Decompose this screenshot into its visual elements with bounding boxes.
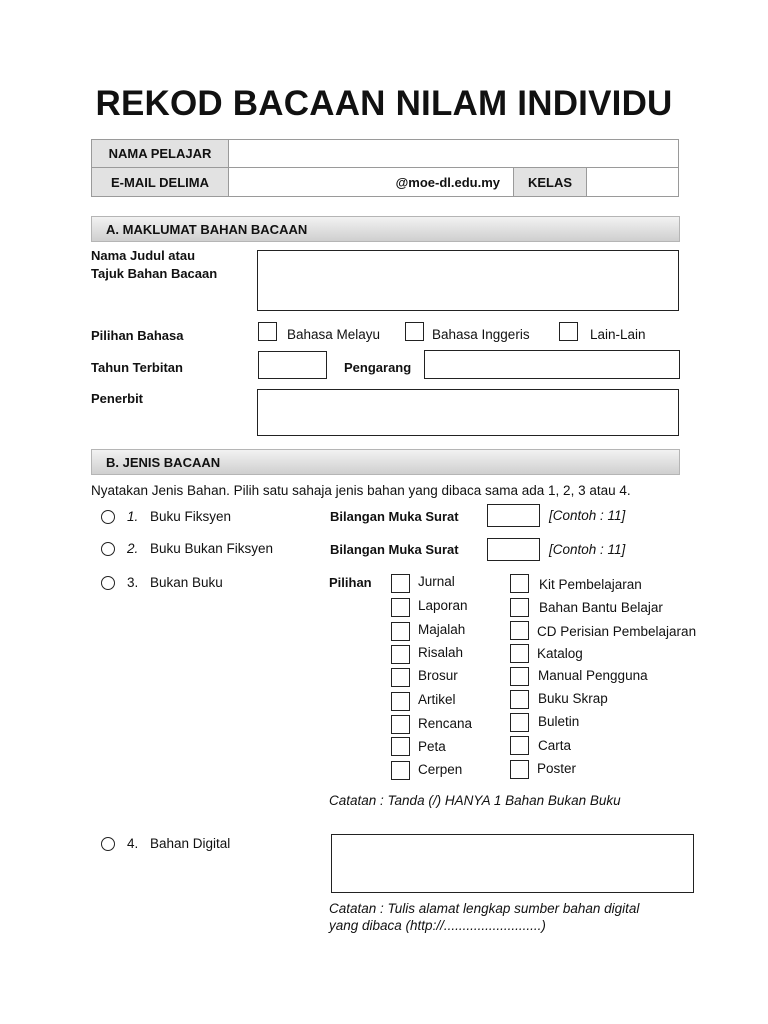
- option-4-label: Bahan Digital: [150, 836, 231, 851]
- nama-pelajar-field[interactable]: [228, 139, 679, 168]
- option-4-radio[interactable]: [101, 837, 115, 851]
- artikel-label: Artikel: [418, 692, 456, 707]
- page-title: REKOD BACAAN NILAM INDIVIDU: [95, 84, 673, 123]
- bahasa-label: Pilihan Bahasa: [91, 328, 184, 343]
- section-a-heading: [91, 216, 680, 242]
- peta-checkbox[interactable]: [391, 737, 410, 756]
- laporan-checkbox[interactable]: [391, 598, 410, 617]
- lain-lain-checkbox[interactable]: [559, 322, 578, 341]
- option-3-label: Bukan Buku: [150, 575, 223, 590]
- option-2-muka-surat-label: Bilangan Muka Surat: [330, 542, 459, 557]
- option-1-number: 1.: [127, 509, 139, 524]
- option-2-muka-surat-input[interactable]: [487, 538, 540, 561]
- bahasa-melayu-label: Bahasa Melayu: [287, 327, 381, 342]
- laporan-label: Laporan: [418, 598, 468, 613]
- bahan-bantu-belajar-label: Bahan Bantu Belajar: [539, 600, 663, 615]
- catatan-digital-line1: Catatan : Tulis alamat lengkap sumber bahan digital: [329, 901, 640, 916]
- section-b-heading-text: B. JENIS BACAAN: [106, 454, 221, 470]
- risalah-checkbox[interactable]: [391, 645, 410, 664]
- tahun-terbitan-input[interactable]: [258, 351, 327, 379]
- option-4-number: 4.: [127, 836, 139, 851]
- buletin-checkbox[interactable]: [510, 713, 529, 732]
- peta-label: Peta: [418, 739, 446, 754]
- buku-skrap-label: Buku Skrap: [538, 691, 608, 706]
- email-delima-label-text: E-MAIL DELIMA: [111, 174, 209, 190]
- cd-perisian-checkbox[interactable]: [510, 621, 529, 640]
- rencana-checkbox[interactable]: [391, 715, 410, 734]
- section-b-heading: [91, 449, 680, 475]
- option-1-contoh: [Contoh : 11]: [549, 508, 626, 523]
- katalog-label: Katalog: [537, 646, 583, 661]
- jenis-bacaan-instruction: Nyatakan Jenis Bahan. Pilih satu sahaja jenis bahan yang dibaca sama ada 1, 2, 3 atau 4.: [91, 483, 631, 498]
- brosur-checkbox[interactable]: [391, 668, 410, 687]
- katalog-checkbox[interactable]: [510, 644, 529, 663]
- kit-pembelajaran-checkbox[interactable]: [510, 574, 529, 593]
- carta-label: Carta: [538, 738, 572, 753]
- email-delima-field[interactable]: [228, 167, 514, 197]
- majalah-label: Majalah: [418, 622, 466, 637]
- poster-label: Poster: [537, 761, 577, 776]
- cerpen-label: Cerpen: [418, 762, 463, 777]
- penerbit-input[interactable]: [257, 389, 679, 436]
- buku-skrap-checkbox[interactable]: [510, 690, 529, 709]
- manual-pengguna-label: Manual Pengguna: [538, 668, 648, 683]
- lain-lain-label: Lain-Lain: [590, 327, 646, 342]
- rencana-label: Rencana: [418, 716, 473, 731]
- nama-pelajar-label: [91, 139, 229, 168]
- cd-perisian-label: CD Perisian Pembelajaran: [537, 624, 697, 639]
- option-1-label: Buku Fiksyen: [150, 509, 232, 524]
- bahasa-inggeris-checkbox[interactable]: [405, 322, 424, 341]
- bahan-digital-input[interactable]: [331, 834, 694, 893]
- poster-checkbox[interactable]: [510, 760, 529, 779]
- risalah-label: Risalah: [418, 645, 464, 660]
- cerpen-checkbox[interactable]: [391, 761, 410, 780]
- kelas-label: [513, 167, 587, 197]
- catatan-bukan-buku: Catatan : Tanda (/) HANYA 1 Bahan Bukan Buku: [329, 793, 621, 808]
- jurnal-checkbox[interactable]: [391, 574, 410, 593]
- kelas-label-text: KELAS: [527, 174, 573, 190]
- buletin-label: Buletin: [538, 714, 580, 729]
- option-2-radio[interactable]: [101, 542, 115, 556]
- pengarang-label: Pengarang: [344, 360, 412, 375]
- bahan-bantu-belajar-checkbox[interactable]: [510, 598, 529, 617]
- catatan-digital-line2: yang dibaca (http://..........................): [329, 918, 546, 933]
- section-a-heading-text: A. MAKLUMAT BAHAN BACAAN: [106, 221, 308, 237]
- artikel-checkbox[interactable]: [391, 692, 410, 711]
- option-1-muka-surat-input[interactable]: [487, 504, 540, 527]
- kelas-field[interactable]: [586, 167, 679, 197]
- email-domain-text: @moe-dl.edu.my: [395, 174, 500, 190]
- kit-pembelajaran-label: Kit Pembelajaran: [539, 577, 642, 592]
- judul-label-line1: Nama Judul atau: [91, 248, 196, 263]
- jurnal-label: Jurnal: [418, 574, 455, 589]
- option-3-number: 3.: [127, 575, 139, 590]
- majalah-checkbox[interactable]: [391, 622, 410, 641]
- manual-pengguna-checkbox[interactable]: [510, 667, 529, 686]
- email-delima-label: [91, 167, 229, 197]
- bahasa-melayu-checkbox[interactable]: [258, 322, 277, 341]
- option-1-radio[interactable]: [101, 510, 115, 524]
- brosur-label: Brosur: [418, 668, 458, 683]
- pengarang-input[interactable]: [424, 350, 680, 379]
- option-2-number: 2.: [127, 541, 139, 556]
- judul-input-box[interactable]: [257, 250, 679, 311]
- option-2-contoh: [Contoh : 11]: [549, 542, 626, 557]
- carta-checkbox[interactable]: [510, 736, 529, 755]
- option-1-muka-surat-label: Bilangan Muka Surat: [330, 509, 459, 524]
- judul-label-line2: Tajuk Bahan Bacaan: [91, 266, 218, 281]
- penerbit-label: Penerbit: [91, 391, 144, 406]
- option-3-radio[interactable]: [101, 576, 115, 590]
- nama-pelajar-label-text: NAMA PELAJAR: [108, 146, 212, 161]
- bahasa-inggeris-label: Bahasa Inggeris: [432, 327, 530, 342]
- option-2-label: Buku Bukan Fiksyen: [150, 541, 274, 556]
- pilihan-label: Pilihan: [329, 575, 372, 590]
- tahun-terbitan-label: Tahun Terbitan: [91, 360, 183, 375]
